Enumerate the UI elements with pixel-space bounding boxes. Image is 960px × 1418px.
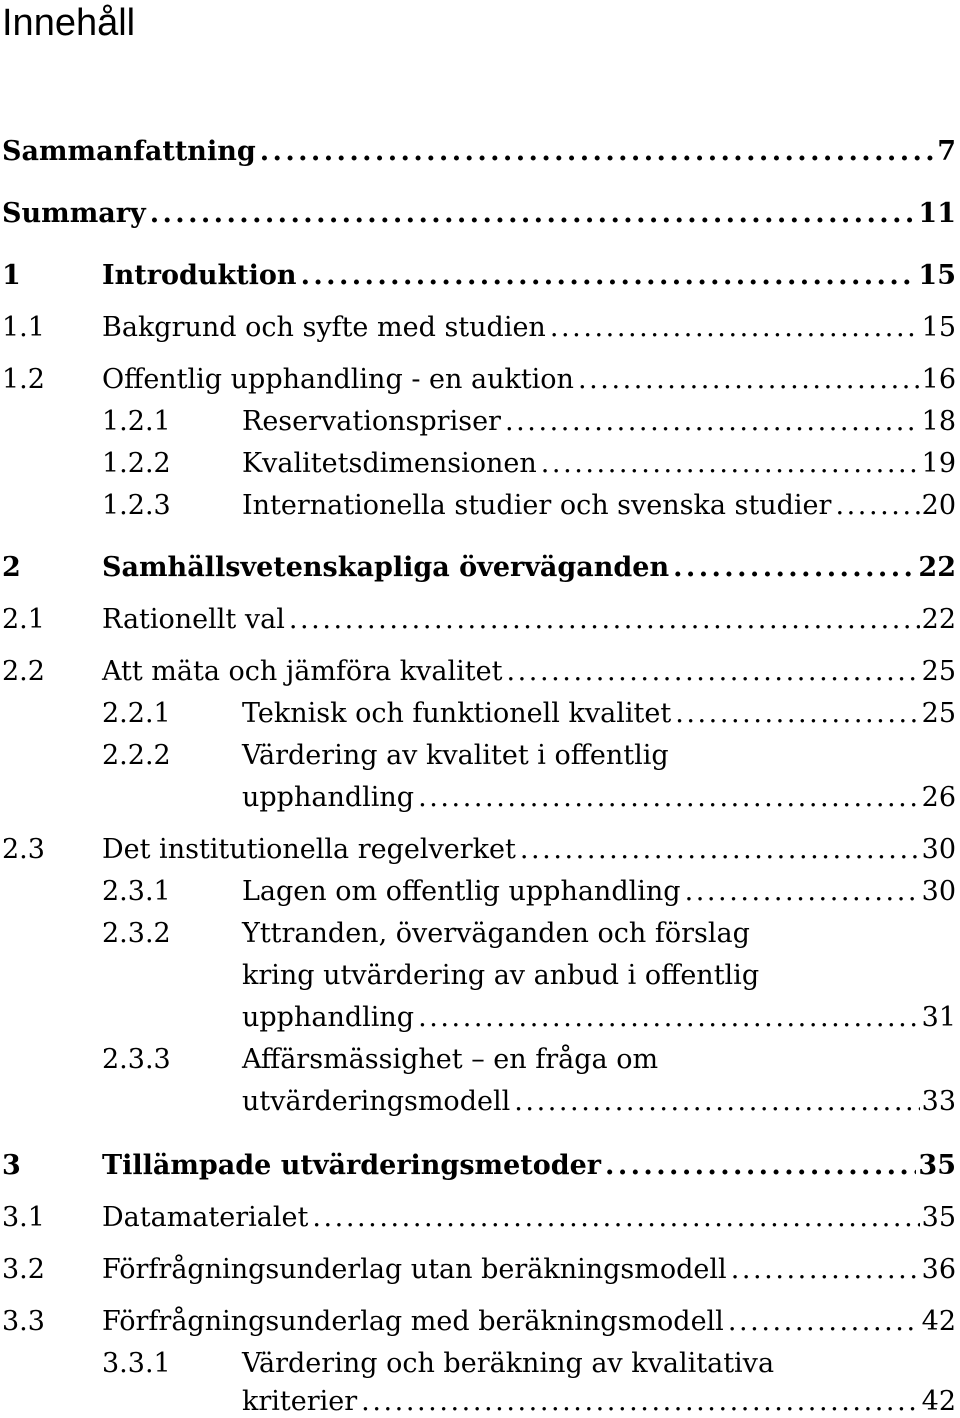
- toc-leader: [520, 834, 920, 866]
- toc-page-number: 25: [921, 656, 956, 687]
- toc-entry-number: 1.1: [2, 312, 45, 343]
- toc-entry-text: upphandling: [242, 782, 415, 813]
- toc-entry-3-2[interactable]: [2, 1254, 956, 1286]
- toc-page-number: 42: [921, 1306, 956, 1337]
- toc-page-number: 15: [918, 260, 956, 291]
- toc-leader: [301, 260, 917, 292]
- toc-leader: [289, 604, 920, 636]
- toc-entry-text: Förfrågningsunderlag med beräkningsmodell: [102, 1306, 724, 1337]
- toc-entry-number: 2.3.3: [102, 1044, 171, 1075]
- toc-entry-1-2-1[interactable]: [102, 406, 956, 438]
- toc-page-number: 31: [921, 1002, 956, 1033]
- toc-leader: [514, 1086, 919, 1118]
- toc-entry-3-3[interactable]: [2, 1306, 956, 1338]
- toc-entry-2-3-1[interactable]: [102, 876, 956, 908]
- toc-entry-text: Teknisk och funktionell kvalitet: [242, 698, 672, 729]
- toc-entry-number: 1.2: [2, 364, 45, 395]
- toc-entry-2-2-1[interactable]: [102, 698, 956, 730]
- toc-leader: [418, 782, 920, 814]
- toc-entry-text: Sammanfattning: [2, 136, 256, 167]
- toc-entry-2-2-2[interactable]: [242, 782, 956, 814]
- page-title: Innehåll: [2, 2, 136, 44]
- toc-entry-text: Bakgrund och syfte med studien: [102, 312, 546, 343]
- toc-entry-1-1[interactable]: [2, 312, 956, 344]
- toc-entry-number: 1.2.1: [102, 406, 171, 437]
- toc-entry-number: 3.1: [2, 1202, 45, 1233]
- toc-entry-number: 1: [2, 260, 21, 291]
- toc-entry-text-line: kring utvärdering av anbud i offentlig: [242, 960, 760, 991]
- toc-entry-number: 2.2.1: [102, 698, 171, 729]
- toc-leader: [675, 698, 919, 730]
- toc-leader: [541, 448, 920, 480]
- toc-entry-text: Lagen om offentlig upphandling: [242, 876, 681, 907]
- toc-page-number: 7: [937, 136, 956, 167]
- toc-leader: [506, 656, 919, 688]
- toc-entry-text: Rationellt val: [102, 604, 285, 635]
- toc-entry-text-line: Yttranden, överväganden och förslag: [242, 918, 750, 949]
- toc-page-number: 19: [921, 448, 956, 479]
- toc-entry-number: 1.2.3: [102, 490, 171, 521]
- toc-leader: [673, 552, 916, 584]
- toc-page-number: 22: [918, 552, 956, 583]
- toc-entry-number: 2.3.1: [102, 876, 171, 907]
- toc-entry-3-1[interactable]: [2, 1202, 956, 1234]
- toc-leader: [260, 136, 935, 168]
- toc-page-number: 30: [921, 876, 956, 907]
- toc-leader: [312, 1202, 919, 1234]
- toc-entry-2-3-2-second-line: [242, 960, 759, 992]
- toc-leader: [728, 1306, 920, 1338]
- toc-entry-text-line: Affärsmässighet – en fråga om: [242, 1044, 659, 1075]
- toc-entry-2-2[interactable]: [2, 656, 956, 688]
- toc-leader: [505, 406, 920, 438]
- toc-entry-2-2-2-first-line: [102, 740, 669, 772]
- toc-page-number: 20: [921, 490, 956, 521]
- toc-entry-number: 2.2.2: [102, 740, 171, 771]
- toc-page-number: 42: [921, 1386, 956, 1417]
- toc-entry-text: Reservationspriser: [242, 406, 501, 437]
- toc-entry-number: 2.3: [2, 834, 45, 865]
- toc-leader: [578, 364, 920, 396]
- toc-page-number: 26: [921, 782, 956, 813]
- toc-entry-2-3-2[interactable]: [242, 1002, 956, 1034]
- toc-leader: [685, 876, 920, 908]
- toc-entry-2-1[interactable]: [2, 604, 956, 636]
- toc-entry-text: Summary: [2, 198, 146, 229]
- toc-entry-2-3[interactable]: [2, 834, 956, 866]
- toc-entry-text: Förfrågningsunderlag utan beräkningsmodell: [102, 1254, 727, 1285]
- toc-leader: [550, 312, 920, 344]
- toc-page-number: 18: [921, 406, 956, 437]
- toc-entry-text: Kvalitetsdimensionen: [242, 448, 537, 479]
- toc-page-number: 15: [921, 312, 956, 343]
- toc-entry-1-2[interactable]: [2, 364, 956, 396]
- toc-entry-2-3-2-first-line: [102, 918, 750, 950]
- toc-page-number: 25: [921, 698, 956, 729]
- toc-entry-number: 3.3.1: [102, 1348, 171, 1379]
- toc-entry-number: 2.2: [2, 656, 45, 687]
- toc-entry-number: 2.1: [2, 604, 45, 635]
- toc-entry-1-2-3[interactable]: [102, 490, 956, 522]
- toc-entry-number: 2.3.2: [102, 918, 171, 949]
- toc-leader: [418, 1002, 920, 1034]
- toc-entry-text: utvärderingsmodell: [242, 1086, 511, 1117]
- toc-page-number: 35: [918, 1150, 956, 1181]
- toc-page-number: 11: [918, 198, 956, 229]
- toc-entry-text: Tillämpade utvärderingsmetoder: [102, 1150, 602, 1181]
- toc-entry-text: Datamaterialet: [102, 1202, 309, 1233]
- toc-entry-text: Att mäta och jämföra kvalitet: [102, 656, 503, 687]
- toc-entry-number: 3: [2, 1150, 21, 1181]
- toc-entry-2-3-3[interactable]: [242, 1086, 956, 1118]
- toc-entry-1-2-2[interactable]: [102, 448, 956, 480]
- toc-entry-text: Samhällsvetenskapliga överväganden: [102, 552, 670, 583]
- toc-page-number: 16: [921, 364, 956, 395]
- toc-entry-text: Internationella studier och svenska studier: [242, 490, 832, 521]
- toc-page-number: 33: [921, 1086, 956, 1117]
- toc-entry-text: Offentlig upphandling - en auktion: [102, 364, 574, 395]
- toc-leader: [605, 1150, 916, 1182]
- toc-entry-sammanfattning[interactable]: [2, 136, 956, 168]
- toc-entry-text-line: Värdering och beräkning av kvalitativa: [242, 1348, 775, 1379]
- toc-entry-2-3-3-first-line: [102, 1044, 658, 1076]
- toc-entry-number: 1.2.2: [102, 448, 171, 479]
- toc-entry-3[interactable]: [2, 1150, 956, 1182]
- toc-entry-text: Det institutionella regelverket: [102, 834, 516, 865]
- toc-page-number: 22: [921, 604, 956, 635]
- toc-entry-summary[interactable]: [2, 198, 956, 230]
- toc-entry-1[interactable]: [2, 260, 956, 292]
- toc-entry-number: 3.3: [2, 1306, 45, 1337]
- toc-entry-3-3-1[interactable]: [242, 1386, 956, 1418]
- toc-entry-2[interactable]: [2, 552, 956, 584]
- toc-leader: [731, 1254, 920, 1286]
- toc-entry-number: 2: [2, 552, 21, 583]
- toc-entry-text-line: Värdering av kvalitet i offentlig: [242, 740, 669, 771]
- toc-page-number: 36: [921, 1254, 956, 1285]
- toc-leader: [361, 1386, 919, 1418]
- toc-leader: [150, 198, 917, 230]
- toc-entry-text: kriterier: [242, 1386, 358, 1417]
- toc-page-number: 30: [921, 834, 956, 865]
- toc-entry-3-3-1-first-line: [102, 1348, 774, 1380]
- toc-page-number: 35: [921, 1202, 956, 1233]
- toc-entry-text: upphandling: [242, 1002, 415, 1033]
- toc-entry-text: Introduktion: [102, 260, 297, 291]
- toc-entry-number: 3.2: [2, 1254, 45, 1285]
- toc-leader: [835, 490, 919, 522]
